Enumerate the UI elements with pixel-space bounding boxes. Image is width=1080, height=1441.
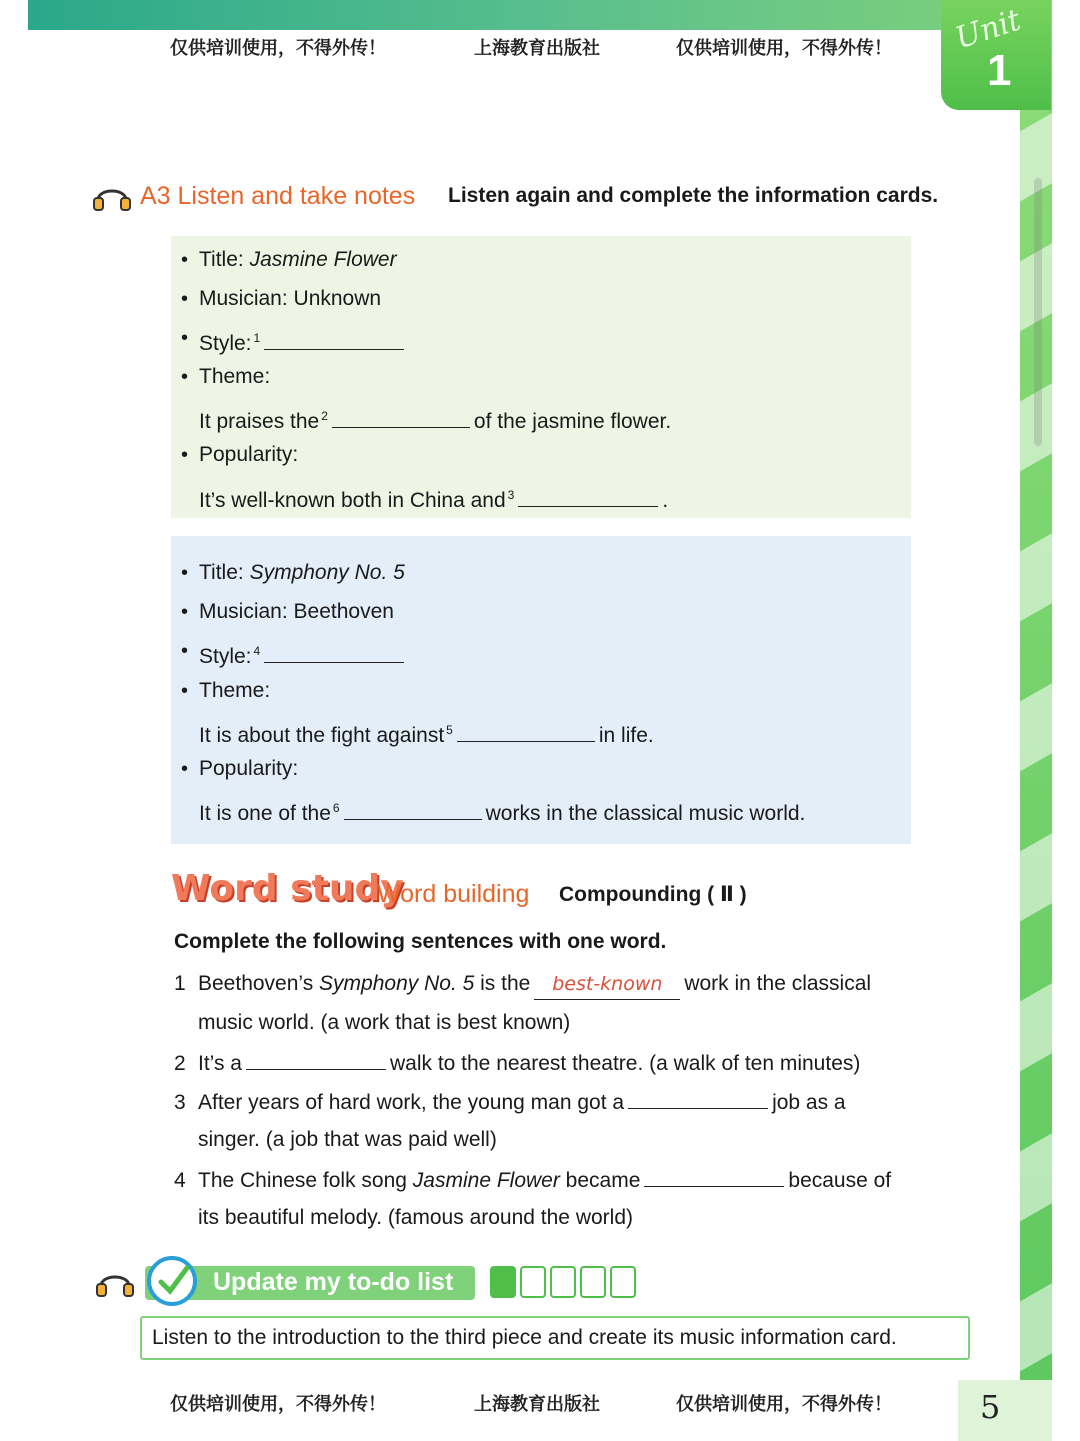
- compounding-topic: Compounding ( Ⅱ ): [559, 883, 747, 906]
- card2-style-blank[interactable]: [264, 640, 404, 663]
- word-study-heading: [171, 868, 971, 918]
- progress-box[interactable]: [520, 1266, 546, 1298]
- card1-title-value: Jasmine Flower: [249, 248, 397, 271]
- todo-progress-boxes: [490, 1266, 636, 1298]
- footer-watermark-left: 仅供培训使用，不得外传！: [170, 1394, 386, 1414]
- card2-popularity-blank[interactable]: [344, 797, 482, 820]
- card2-theme-detail: It is about the fight against $^5$ in life.: [199, 715, 654, 745]
- card1-musician-line: • Musician: Unknown: [181, 287, 382, 310]
- card1-popularity-blank[interactable]: [518, 484, 658, 507]
- info-card-jasmine: [171, 236, 911, 518]
- card1-title-line: • Title: Jasmine Flower: [181, 248, 397, 271]
- card1-theme-blank[interactable]: [332, 405, 470, 428]
- progress-box[interactable]: [610, 1266, 636, 1298]
- q1-answer[interactable]: best-known: [534, 969, 680, 1000]
- q3-blank[interactable]: [628, 1086, 768, 1109]
- a3-title: A3 Listen and take notes: [140, 182, 416, 210]
- header-watermark-row: [0, 34, 1000, 60]
- footer-publisher: 上海教育出版社: [474, 1394, 600, 1414]
- q2-blank[interactable]: [246, 1047, 386, 1070]
- top-color-band: [28, 0, 1028, 30]
- card1-theme-line: • Theme:: [181, 365, 271, 388]
- footer-watermark-row: [0, 1390, 950, 1416]
- question-2: 2 It’s a walk to the nearest theatre. (a walk of ten minutes): [174, 1047, 860, 1077]
- card2-title-line: • Title: Symphony No. 5: [181, 561, 405, 584]
- unit-word: Unit: [951, 2, 1026, 57]
- check-circle-icon: [147, 1256, 197, 1306]
- headphones-icon: [95, 1266, 135, 1298]
- scrollbar-thumb[interactable]: [1034, 178, 1042, 446]
- card2-musician-line: • Musician: Beethoven: [181, 600, 394, 623]
- todo-task: Listen to the introduction to the third piece and create its music information card.: [140, 1316, 970, 1360]
- card1-popularity-line: • Popularity:: [181, 443, 299, 466]
- question-3-continuation: singer. (a job that was paid well): [198, 1128, 497, 1151]
- question-4-continuation: its beautiful melody. (famous around the world): [198, 1206, 633, 1229]
- a3-instruction: Listen again and complete the information cards.: [448, 184, 939, 207]
- card2-theme-line: • Theme:: [181, 679, 271, 702]
- header-publisher: 上海教育出版社: [474, 38, 600, 58]
- card2-theme-blank[interactable]: [457, 719, 595, 742]
- question-1-continuation: music world. (a work that is best known): [198, 1011, 571, 1034]
- unit-number: 1: [987, 46, 1012, 95]
- question-1: 1 Beethoven’s Symphony No. 5 is the best-known work in the classical: [174, 969, 871, 999]
- card1-style-blank[interactable]: [264, 327, 404, 350]
- card1-theme-detail: It praises the $^2$ of the jasmine flower.: [199, 401, 671, 431]
- progress-box[interactable]: [550, 1266, 576, 1298]
- q4-blank[interactable]: [644, 1164, 784, 1187]
- word-study-title: Word study: [171, 868, 404, 909]
- todo-heading: [95, 1258, 695, 1308]
- question-3: 3 After years of hard work, the young man got a job as a: [174, 1086, 846, 1116]
- question-4: 4 The Chinese folk song Jasmine Flower became because of: [174, 1164, 891, 1194]
- header-watermark-left: 仅供培训使用，不得外传！: [170, 38, 386, 58]
- todo-label: Update my to-do list: [213, 1268, 454, 1296]
- header-watermark-right: 仅供培训使用，不得外传！: [676, 38, 892, 58]
- card1-style-line: • Style: $^1$: [199, 323, 408, 353]
- info-card-symphony: [171, 536, 911, 844]
- card2-popularity-line: • Popularity:: [181, 757, 299, 780]
- progress-box[interactable]: [580, 1266, 606, 1298]
- word-study-instruction: Complete the following sentences with one word.: [174, 930, 667, 953]
- footer-watermark-right: 仅供培训使用，不得外传！: [676, 1394, 892, 1414]
- card2-popularity-detail: It is one of the $^6$ works in the classical music world.: [199, 793, 805, 823]
- headphones-icon: [92, 180, 132, 212]
- card2-style-line: • Style: $^4$: [199, 636, 408, 666]
- a3-heading: [92, 178, 992, 218]
- progress-box[interactable]: [490, 1266, 516, 1298]
- card2-title-value: Symphony No. 5: [249, 561, 405, 584]
- card1-popularity-detail: It’s well-known both in China and $^3$ .: [199, 480, 668, 510]
- page-number-box: [958, 1380, 1052, 1441]
- word-building-subtitle: Word building: [377, 880, 530, 908]
- page-number: 5: [980, 1388, 1001, 1426]
